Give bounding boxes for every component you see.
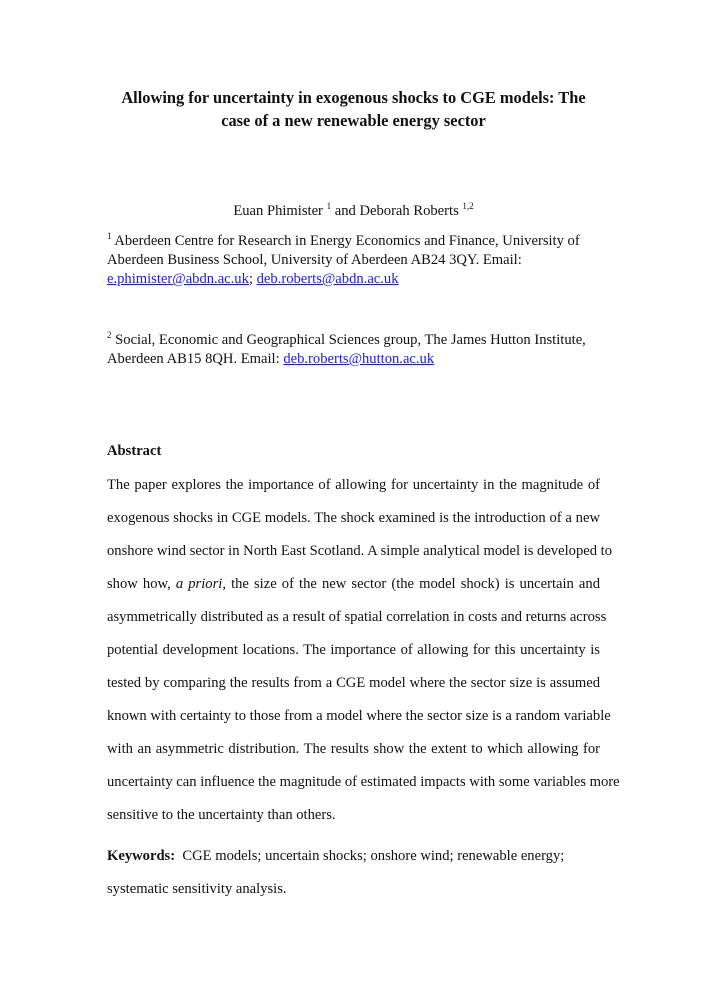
author-name: and Deborah Roberts — [334, 203, 459, 219]
keywords — [107, 840, 600, 906]
abstract-line: exogenous shocks in CGE models. The shock examined is the introduction of a new — [107, 510, 600, 526]
affiliation-text: Aberdeen Centre for Research in Energy Economics and Finance, University of — [114, 233, 580, 249]
abstract-body — [107, 469, 620, 832]
italic-text: a priori — [175, 576, 223, 592]
affiliation-text: Social, Economic and Geographical Sciences group, The James Hutton Institute, — [115, 332, 586, 348]
abstract-line: asymmetrically distributed as a result of spatial correlation in costs and returns across — [107, 609, 607, 625]
abstract-line: The paper explores the importance of allowing for uncertainty in the magnitude of — [107, 477, 600, 493]
title-line: case of a new renewable energy sector — [221, 111, 486, 130]
keywords-label: Keywords: — [107, 848, 176, 864]
abstract-heading: Abstract — [107, 443, 162, 459]
keywords-text: CGE models; uncertain shocks; onshore wind; renewable energy; — [182, 848, 565, 864]
abstract-line: potential development locations. The importance of allowing for this uncertainty is — [107, 642, 600, 658]
keywords-line — [107, 840, 600, 873]
text: , the size of the new sector (the model shock) is uncertain and — [222, 576, 601, 592]
abstract-line: tested by comparing the results from a CGE model where the sector size is assumed — [107, 675, 600, 691]
authors — [100, 203, 607, 220]
affiliation-text: Aberdeen Business School, University of Aberdeen AB24 3QY. Email: — [107, 252, 522, 268]
affiliation-marker: 1 — [326, 201, 332, 211]
keywords-line: systematic sensitivity analysis. — [107, 881, 287, 897]
abstract-line: sensitive to the uncertainty than others. — [107, 807, 336, 823]
affiliation-2 — [107, 331, 607, 369]
paper-title — [100, 86, 607, 132]
abstract-line: with an asymmetric distribution. The results show the extent to which allowing for — [107, 741, 600, 757]
affiliation-marker: 2 — [107, 330, 112, 340]
email-link[interactable]: deb.roberts@abdn.ac.uk — [256, 271, 399, 287]
abstract-line: uncertainty can influence the magnitude of estimated impacts with some variables more — [107, 774, 620, 790]
affiliation-marker: 1,2 — [462, 201, 474, 211]
separator: ; — [248, 271, 253, 287]
abstract-line: known with certainty to those from a model where the sector size is a random variable — [107, 708, 611, 724]
email-link[interactable]: e.phimister@abdn.ac.uk — [107, 271, 249, 287]
affiliation-marker: 1 — [107, 231, 112, 241]
author-name: Euan Phimister — [233, 203, 323, 219]
affiliation-1 — [107, 232, 607, 289]
email-link[interactable]: deb.roberts@hutton.ac.uk — [283, 351, 435, 367]
text: show how, — [107, 576, 176, 592]
abstract-line — [107, 568, 600, 601]
affiliation-text: Aberdeen AB15 8QH. Email: — [107, 351, 280, 367]
title-line: Allowing for uncertainty in exogenous shocks to CGE models: The — [121, 88, 586, 107]
abstract-line: onshore wind sector in North East Scotland. A simple analytical model is developed to — [107, 543, 613, 559]
